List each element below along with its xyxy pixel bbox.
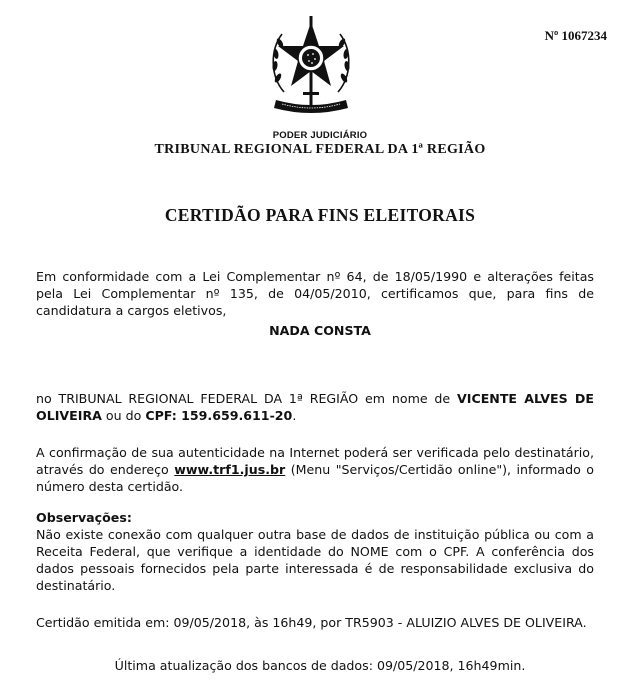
observations-text: Não existe conexão com qualquer outra base de dados de instituição pública ou com a Receita Federal, que verifique a identidade do NOME com o CPF. A conferência dos dados pessoais fornecidos pela parte interessada é de responsabilidade exclusiva do destinatário. bbox=[36, 527, 594, 593]
verification-link[interactable]: www.trf1.jus.br bbox=[174, 462, 286, 477]
court-name: TRIBUNAL REGIONAL FEDERAL DA 1ª REGIÃO bbox=[154, 142, 486, 157]
subject-prefix: no TRIBUNAL REGIONAL FEDERAL DA 1ª REGIÃO em nome de bbox=[36, 391, 451, 406]
brazil-coat-of-arms-icon bbox=[268, 14, 354, 118]
verification-paragraph bbox=[36, 444, 594, 495]
last-update-text: Última atualização dos bancos de dados: 09/05/2018, 16h49min. bbox=[114, 658, 526, 673]
subject-middle: ou do bbox=[105, 408, 142, 423]
result-text: NADA CONSTA bbox=[269, 323, 371, 338]
intro-paragraph: Em conformidade com a Lei Complementar nº 64, de 18/05/1990 e alterações feitas pela Lei Complementar nº 135, de 04/05/2010, certificamos que, para fins de candidatura a cargos eletivos, bbox=[36, 269, 594, 318]
issued-text: Certidão emitida em: 09/05/2018, às 16h49, por TR5903 - ALUIZIO ALVES DE OLIVEIRA. bbox=[36, 615, 587, 630]
observations-title: Observações: bbox=[36, 510, 132, 525]
subject-cpf: CPF: 159.659.611-20 bbox=[145, 408, 293, 423]
verification-after: (Menu "Serviços/Certidão online"), informado o número desta certidão. bbox=[36, 462, 594, 494]
subject-suffix: . bbox=[292, 408, 297, 423]
judiciary-label: PODER JUDICIÁRIO bbox=[272, 130, 368, 141]
verification-before: A confirmação de sua autenticidade na Internet poderá ser verificada pelo destinatário, através do endereço bbox=[36, 445, 594, 477]
subject-name: VICENTE ALVES DE OLIVEIRA bbox=[36, 391, 594, 423]
subject-paragraph bbox=[36, 390, 594, 424]
certificate-title: CERTIDÃO PARA FINS ELEITORAIS bbox=[164, 205, 476, 225]
certificate-number: Nº 1067234 bbox=[544, 28, 607, 43]
